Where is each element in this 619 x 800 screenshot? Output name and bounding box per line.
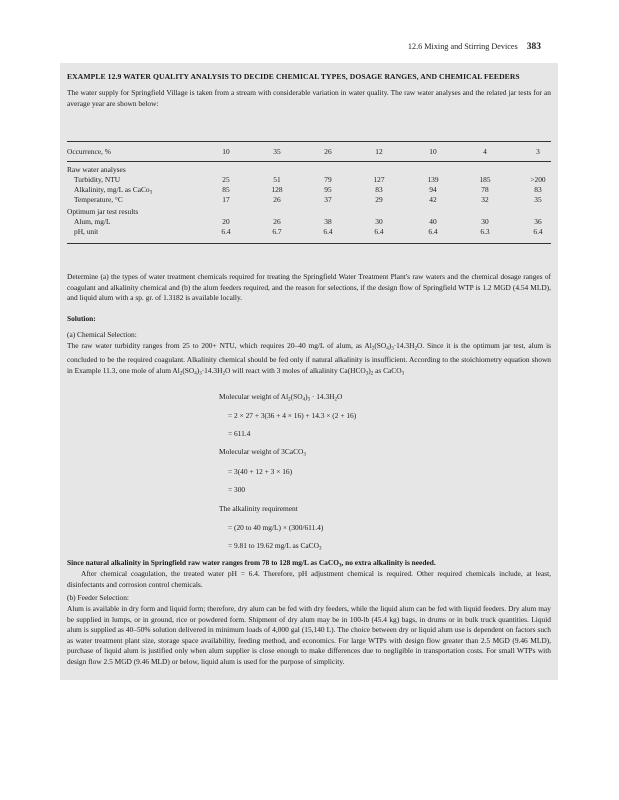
table-cell: 35 [273,147,281,156]
table-cell: 26 [273,217,281,226]
table-cell: 40 [429,217,437,226]
subscript: 4 [194,371,197,377]
text-run: ·14.3H [393,341,415,350]
table-section-row [67,165,551,175]
row-label-text: Alkalinity, mg/L as CaCo [74,185,150,194]
table-cell: 25 [222,175,230,184]
example-title: EXAMPLE 12.9 WATER QUALITY ANALYSIS TO DECIDE CHEMICAL TYPES, DOSAGE RANGES, AND CHEMICAL FEEDERS [67,72,520,81]
subscript: 3 [149,190,153,196]
table-cell: 37 [324,195,332,204]
subscript: 3 [199,371,202,377]
table-cell: 6.4 [533,227,543,236]
subscript: 3 [303,452,306,458]
eq-alk-2 [228,541,321,552]
table-cell: 36 [534,217,542,226]
table-row-ph [67,227,551,237]
text-run: as CaCO [373,365,402,375]
eq-alk-label: The alkalinity requirement [219,504,298,513]
table-cell: 6.7 [272,227,282,236]
table-row-alum [67,217,551,227]
section-label-raw: Raw water analyses [67,165,126,174]
subscript: 3 [365,371,369,377]
table-cell: 51 [273,175,281,184]
eq-alk-1: = (20 to 40 mg/L) × (300/611.4) [228,523,324,532]
table-cell: 3 [536,147,540,156]
table-cell: 85 [222,185,230,194]
table-cell: 17 [222,195,230,204]
table-row-turbidity [67,175,551,185]
table-header-row [67,147,551,157]
text-run: Since natural alkalinity in Springfield raw water ranges from 78 to 128 mg/L as CaCO [67,558,339,567]
subscript: 3 [338,563,342,569]
example-intro: The water supply for Springfield Village is taken from a stream with considerable variation in water quality. The raw water analyses and the related jar tests for an average year are shown below: [67,88,551,108]
table-row-temperature [67,195,551,205]
table-cell: 6.4 [323,227,333,236]
page-number: 383 [526,42,541,52]
table-cell: 30 [481,217,489,226]
table-cell: 95 [324,185,332,194]
text-run: The raw water turbidity ranges from 25 to 200+ NTU, which requires 20–40 mg/L of alum, as Al [67,341,372,350]
row-label: Temperature, °C [74,195,123,204]
text-run: Molecular weight of Al [219,392,289,401]
table-cell: 26 [324,147,332,156]
running-head [408,42,541,52]
feeder-selection-paragraph: Alum is available in dry form and liquid form; therefore, dry alum can be fed with dry feeders, while the liquid alum can be fed with liquid feeders. Dry alum may be supplied in lumps, or in ground, rice or powdered form. Shipment of dry alum may be in 100-lb (45.4 kg) bags, in drums or in bulk truck quantities. Liquid alum is supplied as 40–50% solution delivered in minimum loads of 4,000 gal (15,140 L). The choice between dry or liquid alum use is dependent on factors such as water treatment plant size, storage space availability, feeding method, and economics. For large WTPs with design flow greater than 2.5 MGD (9.46 MLD), purchase of liquid alum is justified only when alum supplier is close enough to make differences due to negligible in transportation costs. For small WTPs with design flow 2.5 MGD (9.46 MLD) or below, liquid alum is used for the purpose of simplicity. [67,604,551,666]
table-cell: 78 [481,185,489,194]
section-label-jar: Optimum jar test results [67,207,139,216]
table-cell: 29 [375,195,383,204]
row-label: Turbidity, NTU [74,175,121,184]
table-cell: 94 [429,185,437,194]
determine-paragraph: Determine (a) the types of water treatment chemicals required for treating the Springfield Water Treatment Plant's raw waters and the chemical dosage ranges of coagulant and alkalinity chemical and (b) the alum feeders required, and the reason for selections, if the design flow of Springfield WTP is 1.2 MGD (4.54 MLD), and liquid alum with a sp. gr. of 1.3182 is available locally. [67,272,551,303]
example-box [60,63,558,680]
table-cell: 83 [534,185,542,194]
table-cell: 6.4 [374,227,384,236]
table-cell: 6.3 [480,227,490,236]
table-cell: 128 [271,185,283,194]
table-cell: 10 [222,147,230,156]
table-cell: 32 [481,195,489,204]
subscript: 2 [334,397,337,403]
text-run: O will react with 3 moles of alkalinity Ca(HCO [224,365,366,375]
table-bottom-rule [67,243,551,244]
subscript: 2 [414,346,417,352]
chemical-selection-paragraph: The raw water turbidity ranges from 25 to 200+ NTU, which requires 20–40 mg/L of alum, as $Al_2(SO_4)_3\cdot 14.3H_2O$. Since it is the optimum jar test, alum is concluded to be the required coagulant. Alkalinity chemical should be fed only if natural alkalinity is insufficient. According to the stoichiometry equation shown in Example 11.3, one mole of alum $Al_2(SO_4)_3\cdot 14.3H_2O$ will react with 3 moles of alkalinity $Ca(HCO_3)_2$ as CaCO$_3$ [67,341,551,377]
subscript: 2 [370,371,374,377]
solution-heading: Solution: [67,314,96,323]
table-cell: 83 [375,185,383,194]
eq-mw-caco3-2: = 300 [228,485,246,494]
text-run: , no extra alkalinity is needed. [341,558,436,567]
subscript: 3 [307,397,311,403]
table-cell: 35 [534,195,542,204]
text-run: ·14.3H [201,365,223,375]
table-cell: 4 [483,147,487,156]
chemical-selection-heading: (a) Chemical Selection: [67,330,137,339]
subscript: 2 [371,346,375,352]
table-cell: 12 [375,147,383,156]
eq-mw-caco3-label [219,447,306,458]
table-cell: 20 [222,217,230,226]
table-cell: 6.4 [428,227,438,236]
row-label: pH, unit [74,227,99,236]
table-cell: 26 [273,195,281,204]
subscript: 4 [386,346,389,352]
table-header-rule [67,161,551,162]
subscript: 2 [288,397,291,403]
section-title: 12.6 Mixing and Stirring Devices [407,42,518,51]
subscript: 4 [302,397,306,403]
text-run: (SO [374,341,387,350]
table-cell: >200 [530,175,546,184]
table-cell: 127 [373,175,385,184]
example-content [67,71,551,666]
subscript: 3 [318,546,322,552]
eq-mw-alum-label: Molecular weight of $Al_2(SO_4)_3 \cdot 14.3H_2O$ [219,392,343,403]
table-section-row [67,207,551,217]
eq-mw-caco3-1: = 3(40 + 12 + 3 × 16) [228,467,293,476]
subscript: 2 [222,371,225,377]
feeder-selection-heading: (b) Feeder Selection: [67,593,129,602]
table-cell: 185 [479,175,491,184]
after-coagulation-paragraph: After chemical coagulation, the treated water pH = 6.4. Therefore, pH adjustment chemical is required. Other required chemicals include, at least, disinfectants and corrosion control chemicals. [67,569,551,589]
table-cell: 42 [429,195,437,204]
table-cell: 10 [429,147,437,156]
table-cell: 38 [324,217,332,226]
subscript: 3 [391,346,394,352]
table-top-rule [67,141,551,142]
subscript: 3 [401,371,405,377]
row-label: Alum, mg/L [74,217,111,226]
table-cell: 6.4 [221,227,231,236]
text-run: O. Since it is the optimum jar test, alum is concluded to be the required coagulant. Alkalinity chemical should be fed only if natural alkalinity is insufficient. According to the stoichiometry equation shown in Example 11.3, one mole of alum Al [67,341,551,375]
table-cell: 79 [324,175,332,184]
header-label: Occurrence, % [67,147,111,156]
eq-mw-alum-1: = 2 × 27 + 3(36 + 4 × 16) + 14.3 × (2 + 16) [228,411,357,420]
eq-mw-alum-2: = 611.4 [228,429,251,438]
subscript: 2 [179,371,183,377]
text-run: · 14.3H [310,392,335,401]
text-run: = 9.81 to 19.62 mg/L as CaCO [228,541,319,550]
row-label [74,185,152,196]
table-row-alkalinity [67,185,551,195]
table-cell: 30 [375,217,383,226]
text-run: Molecular weight of 3CaCO [219,447,304,456]
table-cell: 139 [427,175,439,184]
